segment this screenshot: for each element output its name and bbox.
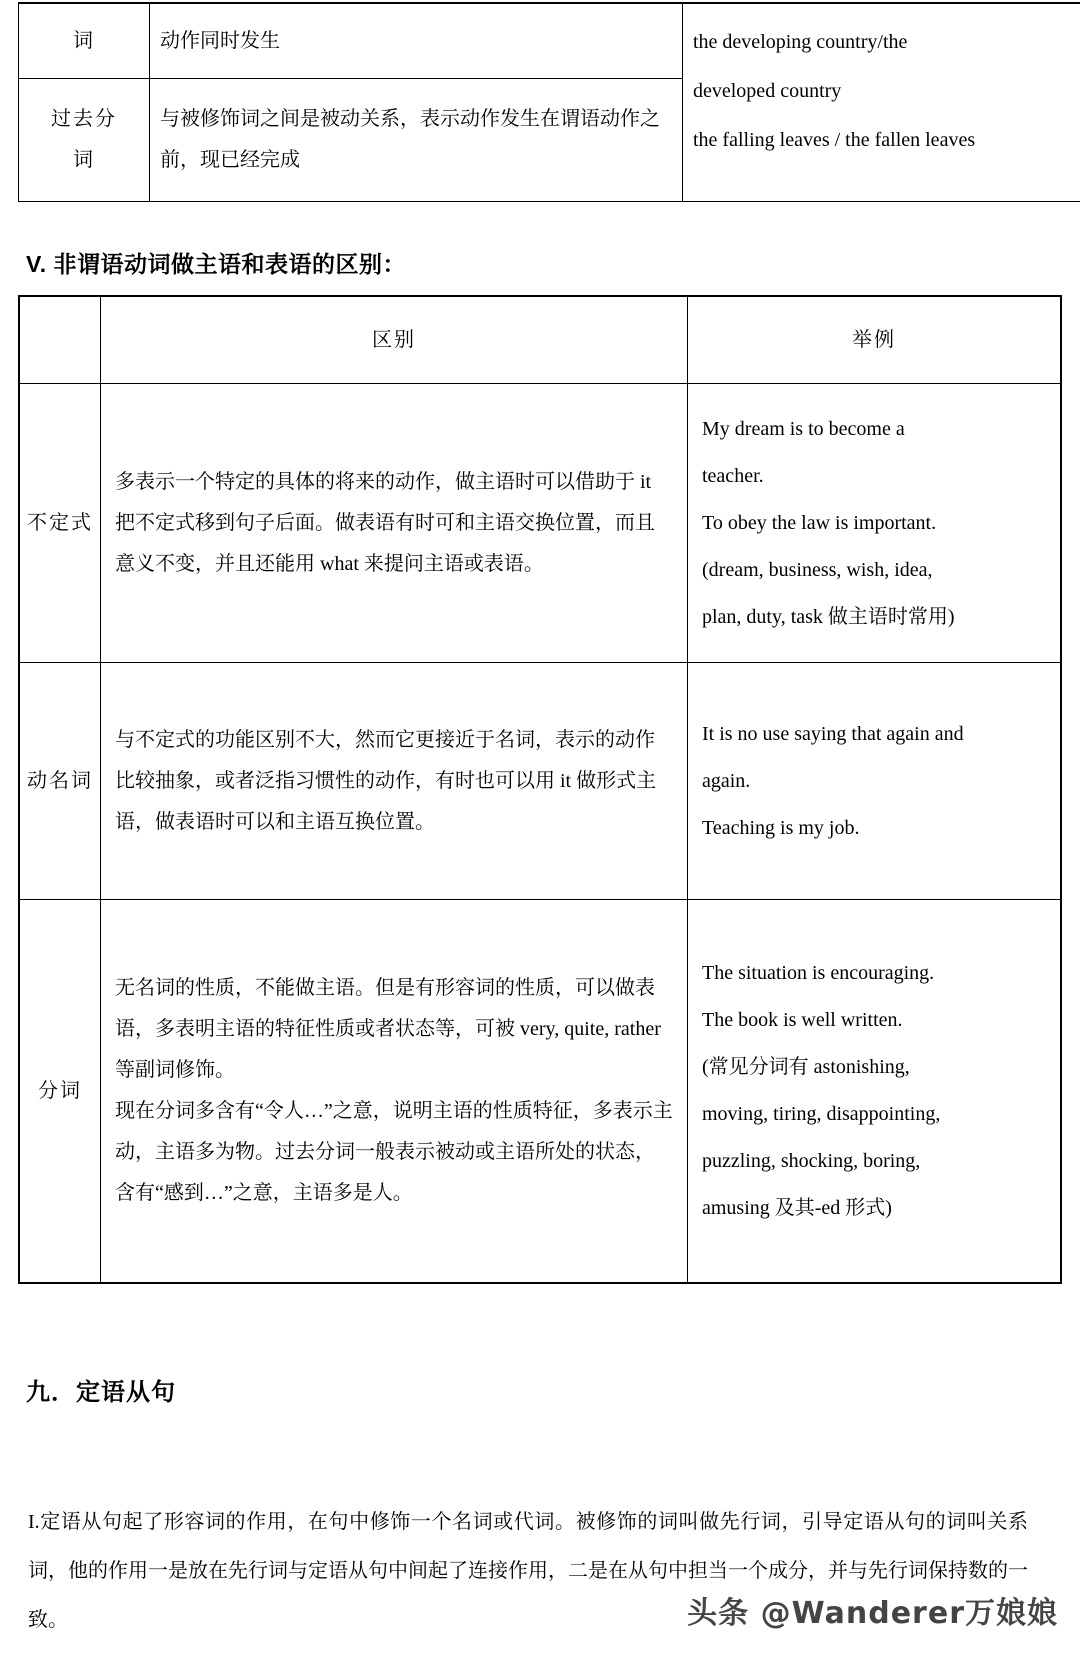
example-line: teacher. bbox=[702, 464, 764, 487]
top-row2-label-line2: 词 bbox=[73, 149, 95, 171]
nonfinite-verb-comparison-table bbox=[18, 295, 1062, 1284]
section-heading-v: V. 非谓语动词做主语和表语的区别： bbox=[26, 251, 407, 277]
top-examples-cell bbox=[683, 3, 1080, 202]
example-line: It is no use saying that again and bbox=[702, 722, 964, 745]
section-heading-nine: 九．定语从句 bbox=[26, 1379, 176, 1406]
top-row1-label: 词 bbox=[19, 3, 150, 79]
example-line: amusing 及其-ed 形式) bbox=[702, 1197, 892, 1219]
row-difference-participle bbox=[101, 900, 688, 1284]
difference-line: 无名词的性质，不能做主语。但是有形容词的性质，可以做表语，多表明主语的特征性质或者状态等，可被 very, quite, rather 等副词修饰。 bbox=[115, 977, 661, 1081]
example-line: My dream is to become a bbox=[702, 417, 905, 440]
example-line: The situation is encouraging. bbox=[702, 962, 935, 984]
example-line: (常见分词有 astonishing, bbox=[702, 1056, 910, 1078]
top-example-line: the falling leaves / the fallen leaves bbox=[693, 129, 976, 151]
table-row bbox=[19, 663, 1061, 900]
row-kind-participle: 分词 bbox=[19, 900, 101, 1284]
example-line: plan, duty, task 做主语时常用) bbox=[702, 605, 955, 628]
continued-table-top bbox=[18, 2, 1080, 202]
top-row2-label bbox=[19, 79, 150, 202]
difference-line: 现在分词多含有“令人…”之意，说明主语的性质特征，多表示主动，主语多为物。过去分词一般表示被动或主语所处的状态，含有“感到…”之意，主语多是人。 bbox=[115, 1100, 673, 1204]
top-row1-description: 动作同时发生 bbox=[150, 3, 683, 79]
body-paragraph: I.定语从句起了形容词的作用，在句中修饰一个名词或代词。被修饰的词叫做先行词，引导定语从句的词叫关系词，他的作用一是放在先行词与定语从句中间起了连接作用，二是在从句中担当一个成分，并与先行词保持数的一致。 bbox=[28, 1511, 1028, 1631]
row-difference-infinitive: 多表示一个特定的具体的将来的动作，做主语时可以借助于 it 把不定式移到句子后面。做表语有时可和主语交换位置，而且意义不变，并且还能用 what 来提问主语或表语。 bbox=[101, 384, 688, 663]
table-row bbox=[19, 900, 1061, 1284]
example-line: The book is well written. bbox=[702, 1009, 903, 1031]
header-difference: 区别 bbox=[101, 296, 688, 384]
example-line: moving, tiring, disappointing, bbox=[702, 1103, 941, 1125]
example-line: (dream, business, wish, idea, bbox=[702, 558, 933, 581]
row-example-participle bbox=[688, 900, 1062, 1284]
top-example-line: the developing country/the bbox=[693, 31, 908, 53]
example-line: puzzling, shocking, boring, bbox=[702, 1150, 921, 1172]
row-difference-gerund: 与不定式的功能区别不大，然而它更接近于名词，表示的动作比较抽象，或者泛指习惯性的动作，有时也可以用 it 做形式主语，做表语时可以和主语互换位置。 bbox=[101, 663, 688, 900]
table-row bbox=[19, 384, 1061, 663]
example-line: Teaching is my job. bbox=[702, 816, 860, 839]
row-kind-gerund: 动名词 bbox=[19, 663, 101, 900]
row-example-infinitive bbox=[688, 384, 1062, 663]
top-row2-label-line1: 过去分 bbox=[51, 108, 117, 130]
top-example-line: developed country bbox=[693, 80, 842, 102]
watermark: 头条 @Wanderer万娘娘 bbox=[687, 1596, 1058, 1631]
header-example: 举例 bbox=[688, 296, 1062, 384]
header-kind bbox=[19, 296, 101, 384]
table-row bbox=[19, 3, 1080, 79]
example-line: To obey the law is important. bbox=[702, 511, 937, 534]
row-kind-infinitive: 不定式 bbox=[19, 384, 101, 663]
top-row2-description: 与被修饰词之间是被动关系，表示动作发生在谓语动作之前，现已经完成 bbox=[150, 79, 683, 202]
row-example-gerund bbox=[688, 663, 1062, 900]
example-line: again. bbox=[702, 769, 751, 792]
table-header-row bbox=[19, 296, 1061, 384]
